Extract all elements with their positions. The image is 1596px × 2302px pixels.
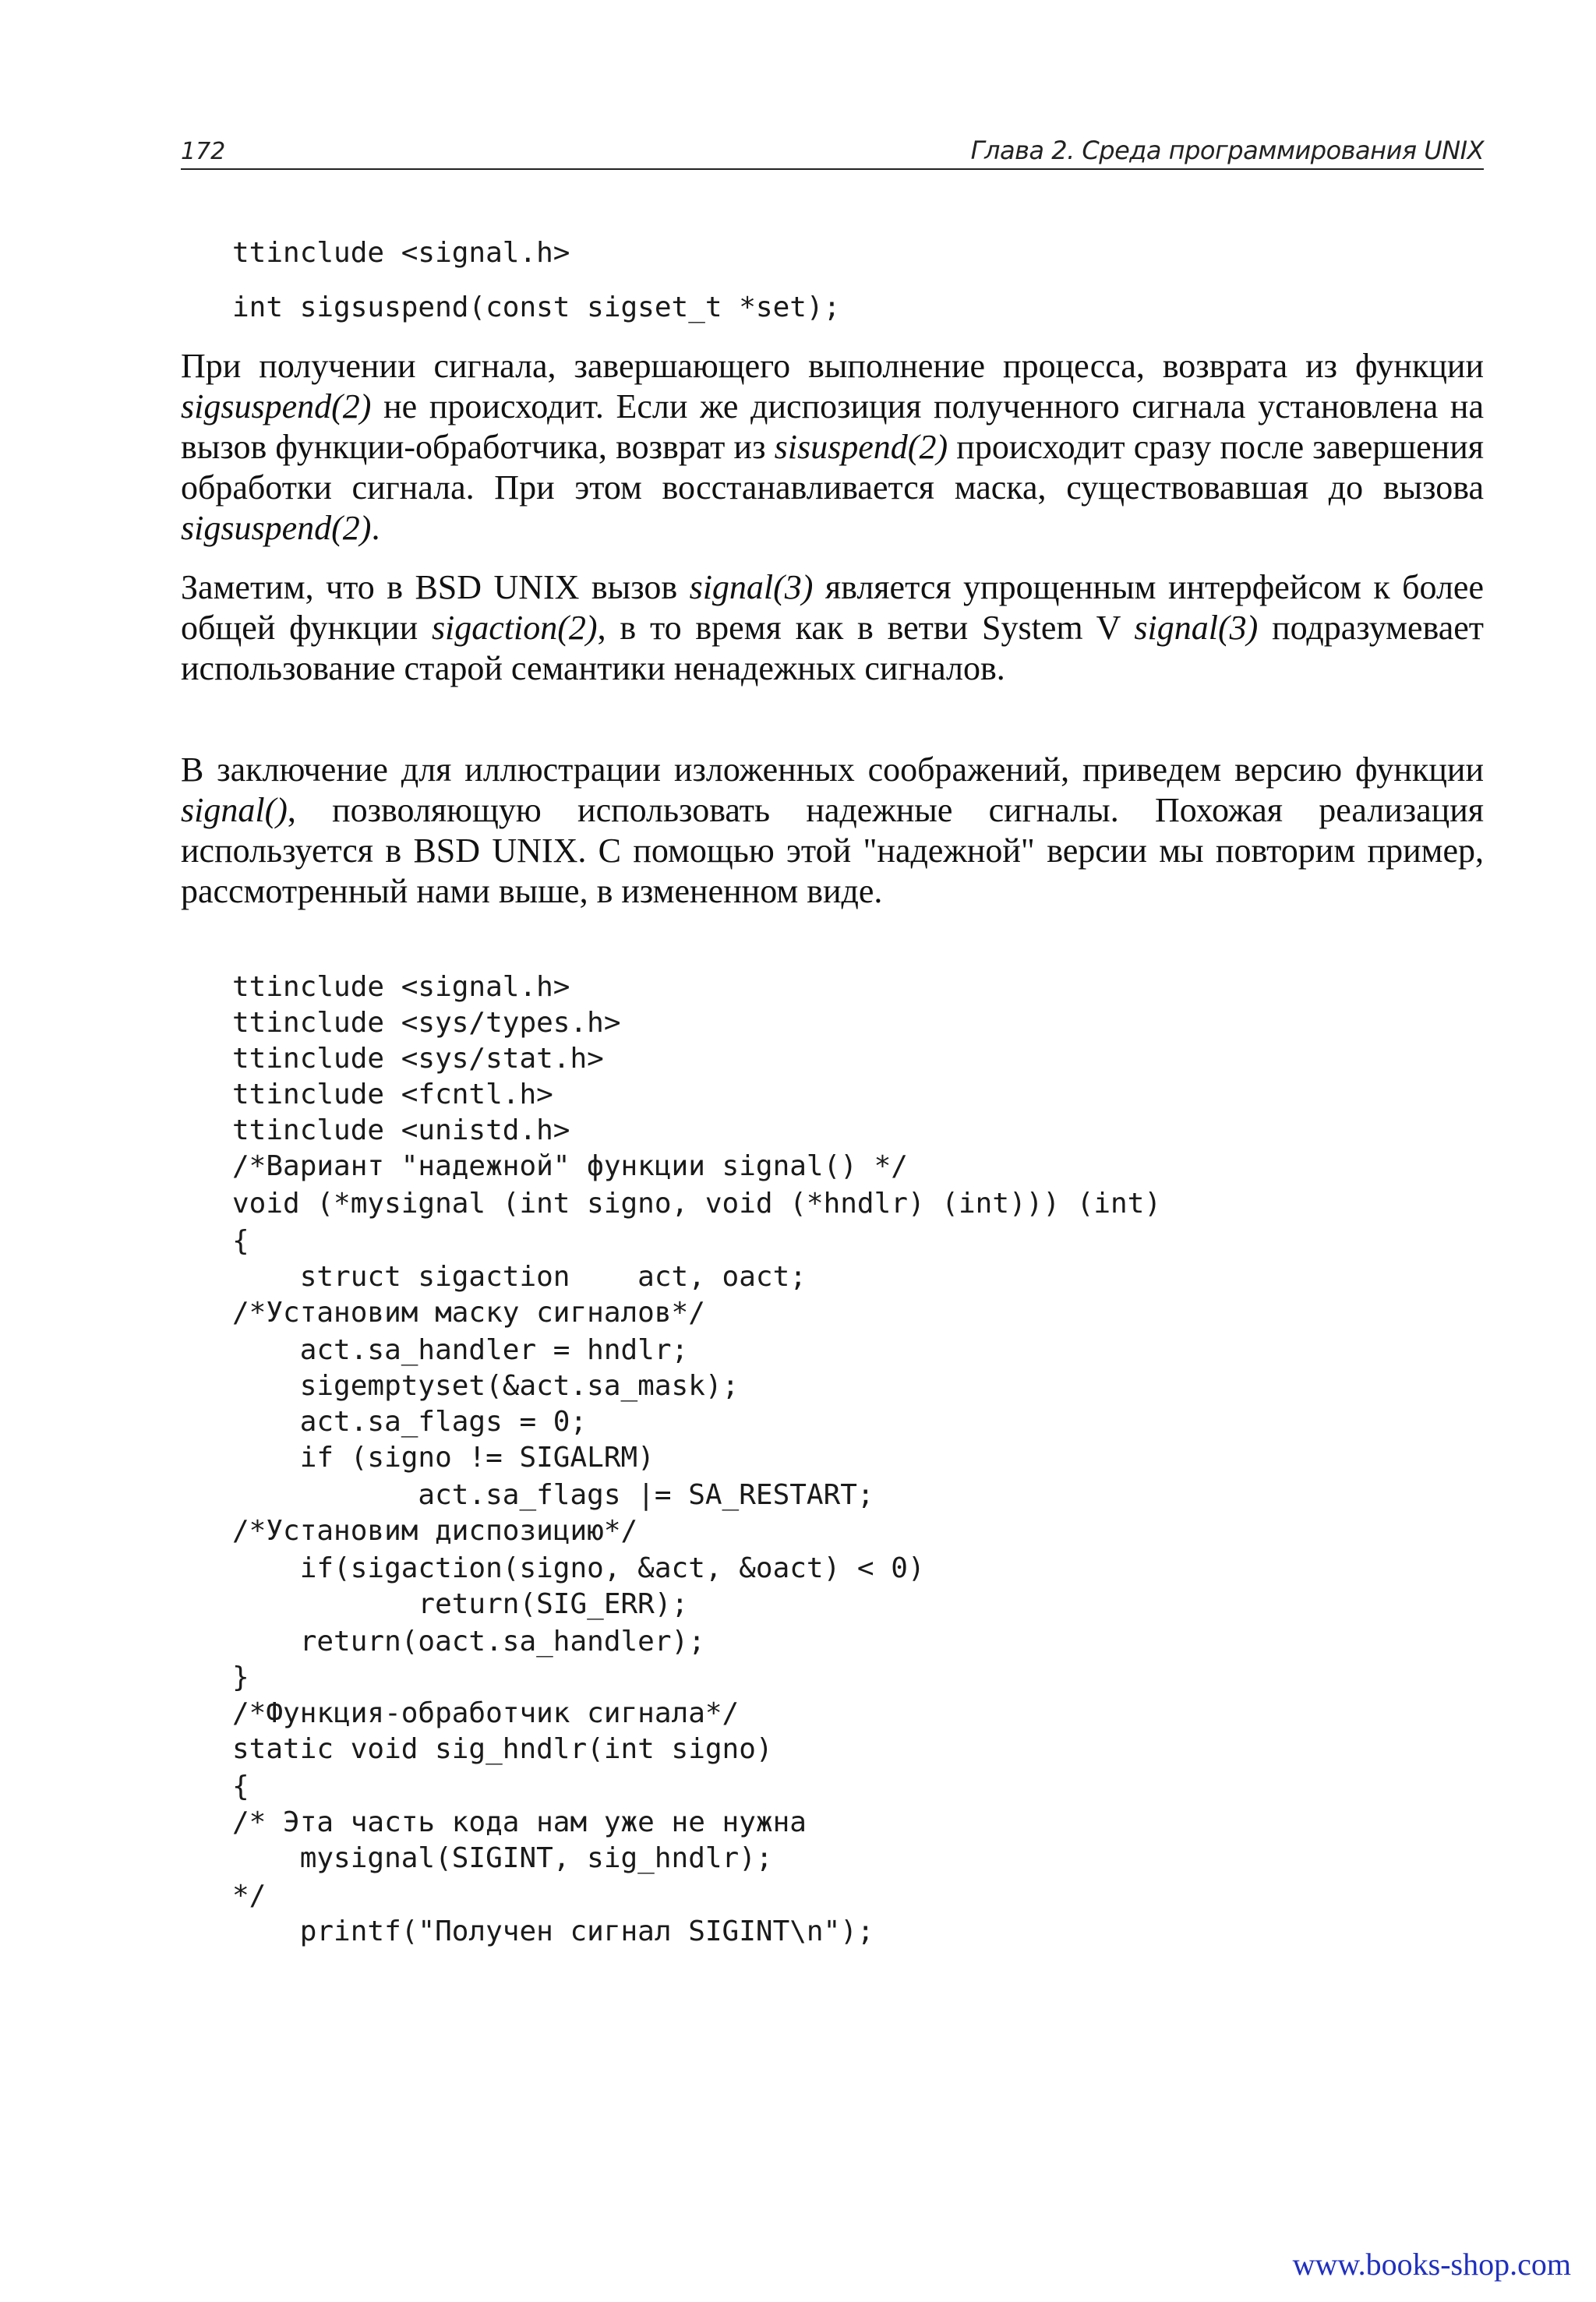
code-line: */ — [232, 1880, 267, 1912]
code-line: static void sig_hndlr(int signo) — [232, 1733, 773, 1765]
code-line: void (*mysignal (int signo, void (*hndlr) (int))) (int) — [232, 1188, 1162, 1220]
code-line: /*Установим маску сигналов*/ — [232, 1297, 705, 1329]
code-line: ttinclude <sys/types.h> — [232, 1007, 621, 1039]
running-header — [181, 129, 1484, 170]
function-reference: signal() — [181, 791, 288, 829]
function-reference: signal(3) — [1134, 609, 1259, 647]
text-run: , позволяющую использовать надежные сигналы. Похожая реализация используется в BSD UNIX. С помощью этой "надежной" версии мы повторим пример, рассмотренный нами выше, в измененном виде. — [181, 791, 1484, 910]
code-line: sigemptyset(&act.sa_mask); — [232, 1370, 740, 1402]
code-line: ttinclude <sys/stat.h> — [232, 1043, 604, 1075]
code-line: ttinclude <signal.h> — [232, 237, 570, 269]
code-line: act.sa_handler = hndlr; — [232, 1334, 689, 1366]
page-number: 172 — [181, 138, 226, 165]
text-run: В заключение для иллюстрации изложенных соображений, приведем версию функции — [181, 750, 1484, 789]
code-line: return(oact.sa_handler); — [232, 1626, 705, 1658]
code-line: act.sa_flags |= SA_RESTART; — [232, 1479, 874, 1511]
code-line: struct sigaction act, oact; — [232, 1261, 807, 1293]
code-line: ttinclude <unistd.h> — [232, 1114, 570, 1146]
code-line: ttinclude <signal.h> — [232, 971, 570, 1003]
function-reference: sigsuspend(2) — [181, 387, 372, 425]
code-line: /*Вариант "надежной" функции signal() */ — [232, 1150, 908, 1182]
paragraph-2 — [181, 567, 1484, 689]
code-line: /*Функция-обработчик сигнала*/ — [232, 1697, 740, 1729]
text-run: При получении сигнала, завершающего выполнение процесса, возврата из функции — [181, 347, 1484, 385]
paragraph-1 — [181, 346, 1484, 549]
function-reference: sisuspend(2) — [774, 428, 948, 466]
text-run: . — [371, 509, 380, 547]
function-reference: signal(3) — [689, 568, 814, 606]
text-run: подразумевает использование старой семантики ненадежных сигналов. — [181, 609, 1484, 687]
code-line: printf("Получен сигнал SIGINT\n"); — [232, 1915, 874, 1947]
code-line: { — [232, 1771, 249, 1802]
code-line: { — [232, 1225, 249, 1257]
text-run: , в то время как в ветви System V — [597, 609, 1135, 647]
text-run: не происходит. Если же диспозиция полученного сигнала установлена на вызов функции-обработчика, возврат из — [181, 387, 1484, 466]
publisher-link[interactable]: www.books-shop.com — [1292, 2247, 1571, 2282]
code-line: if(sigaction(signo, &act, &oact) < 0) — [232, 1552, 925, 1584]
chapter-title: Глава 2. Среда программирования UNIX — [970, 136, 1484, 165]
code-line: act.sa_flags = 0; — [232, 1406, 588, 1438]
code-line: /* Эта часть кода нам уже не нужна — [232, 1806, 807, 1838]
code-line: return(SIG_ERR); — [232, 1588, 689, 1620]
function-reference: sigaction(2) — [431, 609, 598, 647]
code-line: } — [232, 1661, 249, 1693]
code-line: if (signo != SIGALRM) — [232, 1442, 655, 1474]
text-run: является упрощенным интерфейсом к более общей функции — [181, 568, 1484, 647]
text-run: происходит сразу после завершения обработки сигнала. При этом восстанавливается маска, существовавшая до вызова — [181, 428, 1484, 507]
code-line: /*Установим диспозицию*/ — [232, 1515, 638, 1547]
code-line: int sigsuspend(const sigset_t *set); — [232, 291, 841, 323]
code-line: ttinclude <fcntl.h> — [232, 1079, 553, 1110]
code-line: mysignal(SIGINT, sig_hndlr); — [232, 1842, 773, 1874]
text-run: Заметим, что в BSD UNIX вызов — [181, 568, 690, 606]
paragraph-3 — [181, 750, 1484, 912]
function-reference: sigsuspend(2) — [181, 509, 372, 547]
